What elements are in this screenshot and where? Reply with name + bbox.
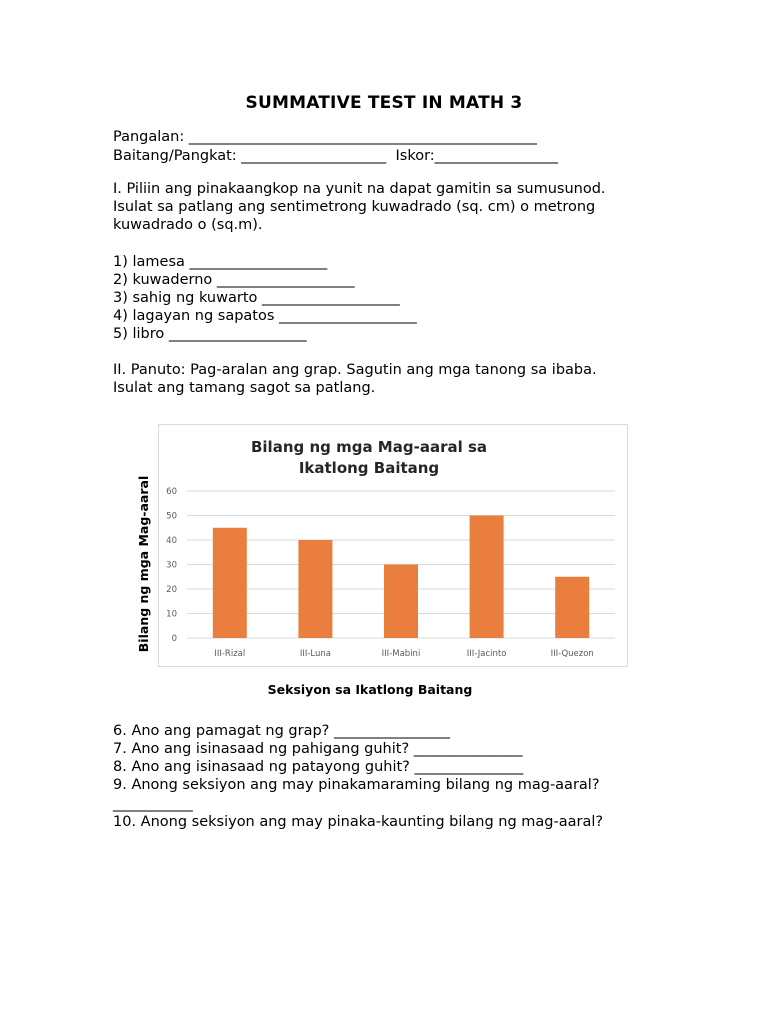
x-axis-label: Seksiyon sa Ikatlong Baitang	[267, 682, 473, 697]
question-7: 7. Ano ang isinasaad ng pahigang guhit? _______________	[113, 741, 523, 757]
question-9: 9. Anong seksiyon ang may pinakamaraming bilang ng mag-aaral?	[113, 777, 600, 793]
item-4: 4) lagayan ng sapatos ___________________	[113, 308, 417, 324]
bar-iii-luna	[298, 540, 332, 638]
bar-iii-mabini	[384, 565, 418, 639]
x-tick-label-iii-jacinto: III-Jacinto	[466, 649, 507, 659]
part2-instruction-2: Isulat ang tamang sagot sa patlang.	[113, 380, 376, 396]
part1-instruction-3: kuwadrado o (sq.m).	[113, 217, 263, 233]
question-6: 6. Ano ang pamagat ng grap? ________________	[113, 723, 450, 739]
document-title: SUMMATIVE TEST IN MATH 3	[245, 93, 523, 113]
bar-iii-rizal	[213, 528, 247, 638]
part1-instruction-2: Isulat sa patlang ang sentimetrong kuwadrado (sq. cm) o metrong	[113, 199, 596, 215]
question-10: 10. Anong seksiyon ang may pinaka-kaunting bilang ng mag-aaral?	[113, 814, 604, 830]
item-2: 2) kuwaderno ___________________	[113, 272, 355, 288]
question-8: 8. Ano ang isinasaad ng patayong guhit? _______________	[113, 759, 524, 775]
y-tick-label-50: 50	[166, 511, 177, 522]
bar-iii-quezon	[555, 577, 589, 638]
part2-instruction-1: II. Panuto: Pag-aralan ang grap. Sagutin ang mga tanong sa ibaba.	[113, 362, 597, 378]
part1-instruction-1: I. Piliin ang pinakaangkop na yunit na dapat gamitin sa sumusunod.	[113, 181, 606, 197]
question-9-answer-line: ___________	[113, 796, 193, 812]
y-axis-label: Bilang ng mga Mag-aaral	[136, 475, 151, 653]
item-3: 3) sahig ng kuwarto ___________________	[113, 290, 400, 306]
y-tick-label-10: 10	[166, 609, 177, 620]
chart-title-line-2: Ikatlong Baitang	[298, 459, 440, 477]
name-line: Pangalan: ________________________________________________	[113, 129, 537, 145]
y-tick-label-20: 20	[166, 585, 177, 595]
x-tick-label-iii-rizal: III-Rizal	[214, 649, 246, 659]
y-tick-label-0: 0	[171, 634, 177, 644]
chart-title-line-1: Bilang ng mga Mag-aaral sa	[250, 438, 488, 456]
x-tick-label-iii-mabini: III-Mabini	[381, 649, 421, 659]
x-tick-label-iii-quezon: III-Quezon	[550, 649, 594, 659]
x-tick-label-iii-luna: III-Luna	[299, 649, 331, 659]
grade-score-line: Baitang/Pangkat: ____________________ Iskor:_________________	[113, 148, 558, 164]
bar-iii-jacinto	[470, 516, 504, 639]
item-5: 5) libro ___________________	[113, 326, 307, 342]
y-tick-label-40: 40	[166, 536, 177, 546]
item-1: 1) lamesa ___________________	[113, 254, 328, 270]
bar-chart	[120, 424, 640, 714]
y-tick-label-30: 30	[166, 560, 177, 571]
y-tick-label-60: 60	[166, 487, 177, 497]
